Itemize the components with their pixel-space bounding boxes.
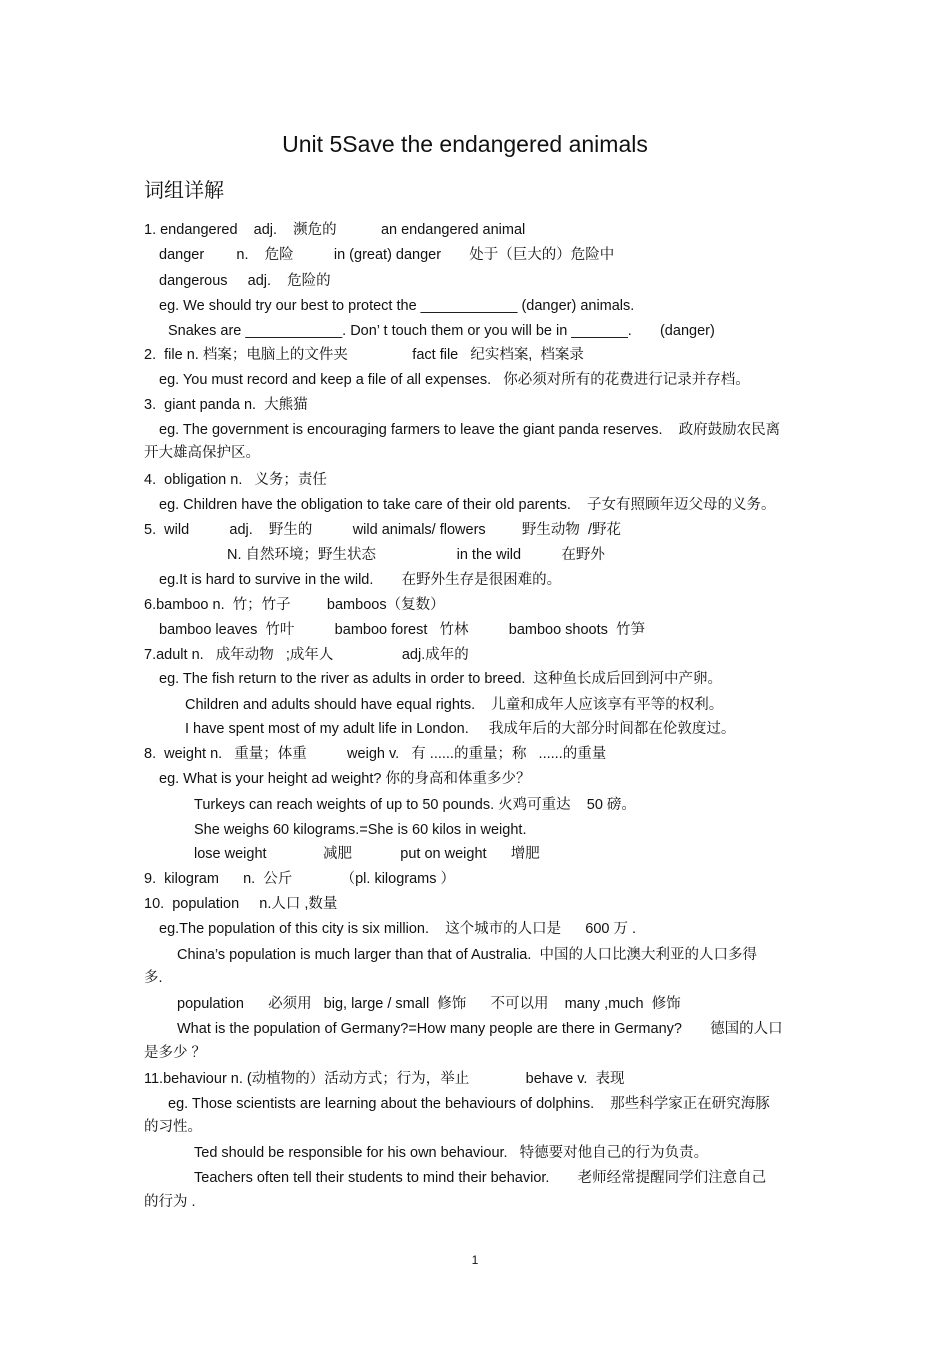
text-line: 5. wild adj. 野生的 wild animals/ flowers 野生动物 /野花	[144, 522, 621, 538]
text-line: 2. file n. 档案；电脑上的文件夹 fact file 纪实档案, 档案录	[144, 347, 584, 363]
text-line: eg. What is your height ad weight? 你的身高和体重多少？	[159, 771, 531, 787]
text-line: population 必须用 big, large / small 修饰 不可以用 many ,much 修饰	[177, 996, 681, 1012]
text-line: lose weight 减肥 put on weight 增肥	[194, 846, 540, 862]
text-line: bamboo leaves 竹叶 bamboo forest 竹林 bamboo shoots 竹笋	[159, 622, 645, 638]
text-line: She weighs 60 kilograms.=She is 60 kilos in weight.	[194, 822, 527, 838]
text-line: 10. population n.人口 ,数量	[144, 896, 338, 912]
text-line: dangerous adj. 危险的	[159, 273, 331, 289]
document-title: Unit 5Save the endangered animals	[282, 131, 648, 157]
text-line: Ted should be responsible for his own behaviour. 特德要对他自己的行为负责。	[194, 1145, 709, 1161]
text-line: eg. The fish return to the river as adults in order to breed. 这种鱼长成后回到河中产卵。	[159, 671, 723, 687]
text-line: 是多少 ？	[144, 1045, 207, 1061]
text-line: Turkeys can reach weights of up to 50 pounds. 火鸡可重达 50 磅。	[194, 797, 636, 813]
text-line: 4. obligation n. 义务；责任	[144, 472, 327, 488]
text-line: 3. giant panda n. 大熊猫	[144, 397, 308, 413]
text-line: eg. Those scientists are learning about the behaviours of dolphins. 那些科学家正在研究海豚	[168, 1096, 770, 1112]
page-number: 1	[471, 1253, 479, 1267]
text-line: eg.It is hard to survive in the wild. 在野外生存是很困难的。	[159, 572, 562, 588]
text-line: Teachers often tell their students to mind their behavior. 老师经常提醒同学们注意自己	[194, 1170, 767, 1186]
text-line: danger n. 危险 in (great) danger 处于（巨大的）危险中	[159, 247, 615, 263]
text-line: Children and adults should have equal rights. 儿童和成年人应该享有平等的权利。	[185, 697, 724, 713]
text-line: 11.behaviour n. (动植物的）活动方式；行为，举止 behave v. 表现	[144, 1071, 625, 1087]
text-line: 的行为 .	[144, 1194, 196, 1210]
text-line: N. 自然环境；野生状态 in the wild 在野外	[227, 547, 605, 563]
text-line: China’s population is much larger than that of Australia. 中国的人口比澳大利亚的人口多得	[177, 947, 757, 963]
text-line: 多.	[144, 970, 163, 986]
section-heading: 词组详解	[144, 180, 224, 202]
text-line: eg.The population of this city is six million. 这个城市的人口是 600 万 .	[159, 921, 637, 937]
text-line: 的习性。	[144, 1119, 202, 1135]
text-line: I have spent most of my adult life in London. 我成年后的大部分时间都在伦敦度过。	[185, 721, 736, 737]
text-line: 8. weight n. 重量；体重 weigh v. 有 ......的重量；称 ......的重量	[144, 746, 607, 762]
text-line: 1. endangered adj. 濒危的 an endangered animal	[144, 222, 526, 238]
text-line: Snakes are ____________. Don’ t touch them or you will be in _______. (danger)	[168, 323, 715, 339]
text-line: 7.adult n. 成年动物 ;成年人 adj.成年的	[144, 647, 469, 663]
text-line: 9. kilogram n. 公斤 （pl. kilograms ）	[144, 871, 456, 887]
text-line: 开大雄高保护区。	[144, 445, 260, 461]
text-line: What is the population of Germany?=How many people are there in Germany? 德国的人口	[177, 1021, 783, 1037]
text-line: eg. The government is encouraging farmers to leave the giant panda reserves. 政府鼓励农民离	[159, 422, 781, 438]
text-line: eg. You must record and keep a file of all expenses. 你必须对所有的花费进行记录并存档。	[159, 372, 750, 388]
text-line: eg. We should try our best to protect the ____________ (danger) animals.	[159, 298, 635, 314]
text-line: 6.bamboo n. 竹；竹子 bamboos（复数）	[144, 597, 445, 613]
text-line: eg. Children have the obligation to take care of their old parents. 子女有照顾年迈父母的义务。	[159, 497, 776, 513]
